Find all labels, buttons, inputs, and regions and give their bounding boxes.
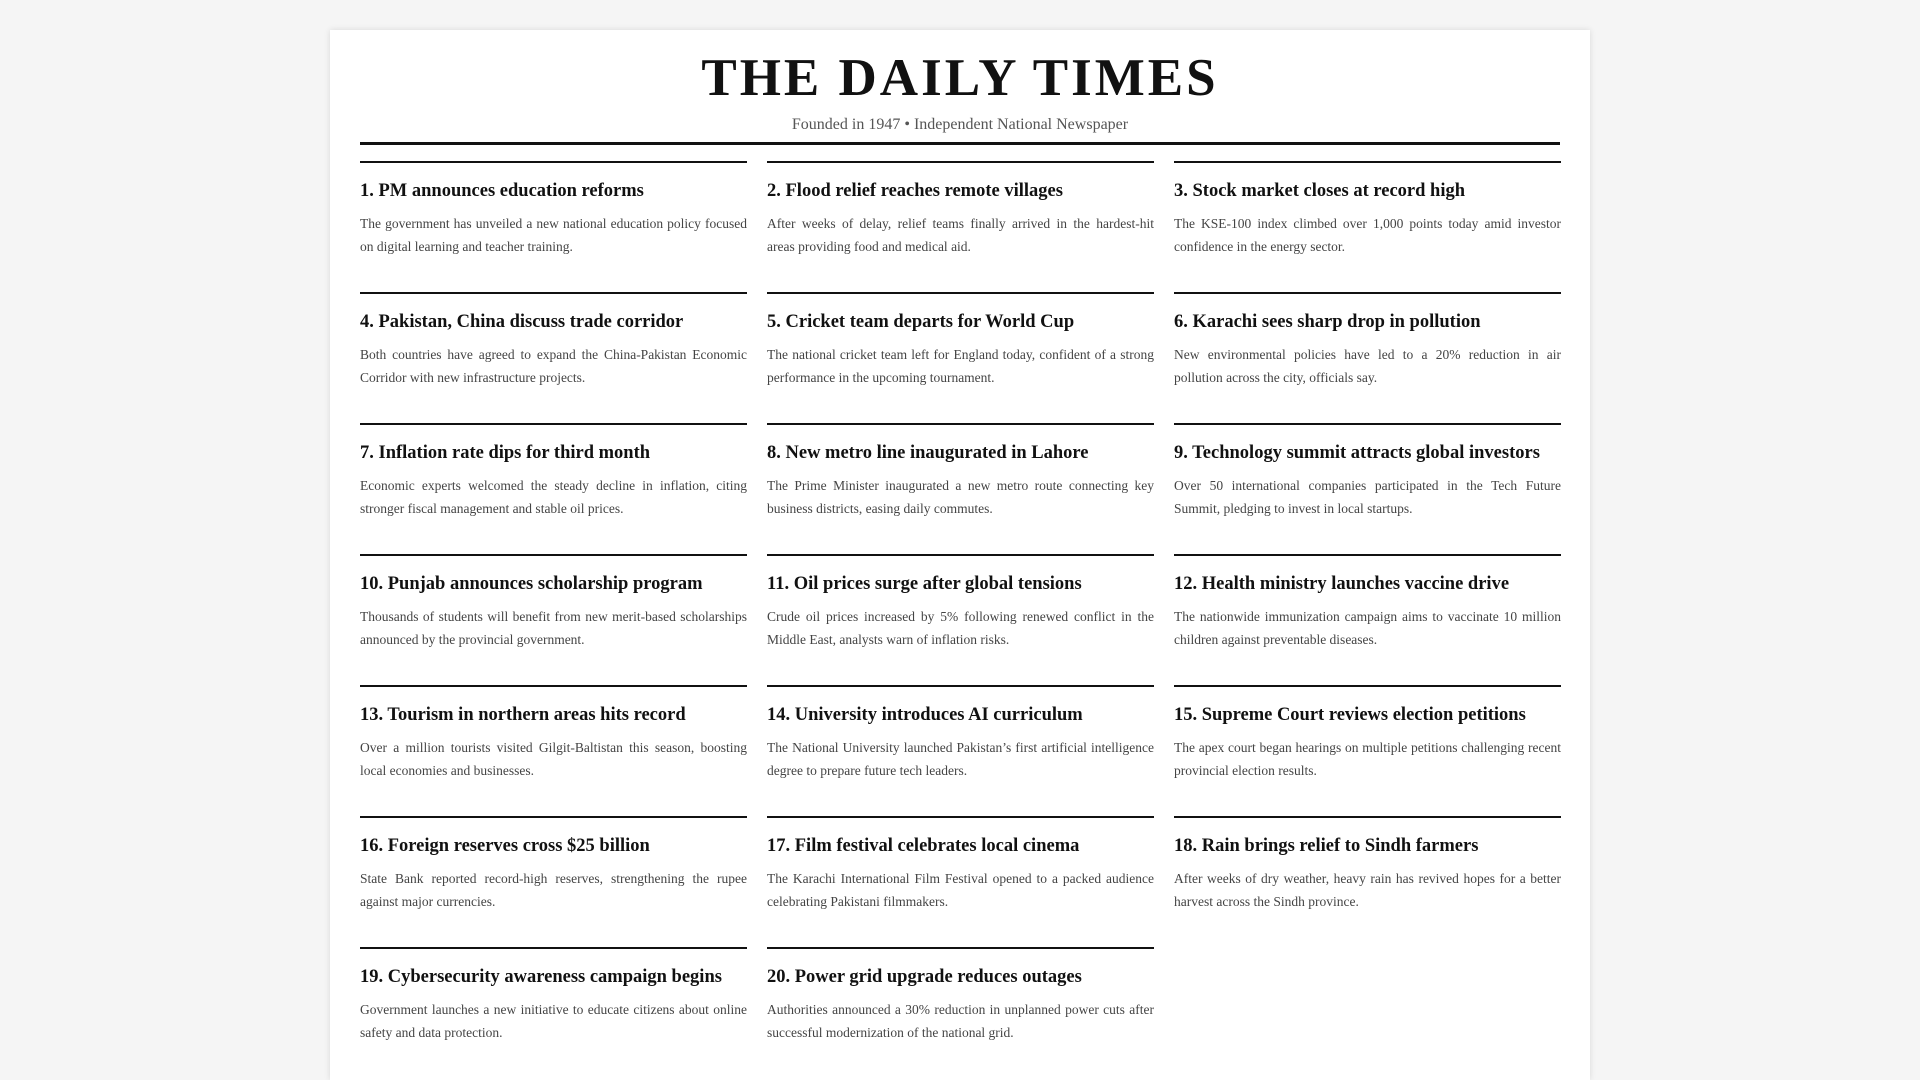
article-12 [1174,554,1561,685]
article-summary: Authorities announced a 30% reduction in unplanned power cuts after successful modernization of the national grid. [767,1002,1154,1040]
article-summary: The government has unveiled a new national education policy focused on digital learning and teacher training. [360,216,747,254]
article-15 [1174,685,1561,816]
article-9 [1174,423,1561,554]
article-5 [767,292,1154,423]
article-summary: The KSE-100 index climbed over 1,000 points today amid investor confidence in the energy sector. [1174,216,1561,254]
article-headline[interactable]: 9. Technology summit attracts global investors [1174,443,1540,463]
article-headline[interactable]: 14. University introduces AI curriculum [767,705,1083,725]
article-headline[interactable]: 3. Stock market closes at record high [1174,181,1465,201]
article-summary: The apex court began hearings on multiple petitions challenging recent provincial election results. [1174,740,1561,778]
article-8 [767,423,1154,554]
article-headline[interactable]: 16. Foreign reserves cross $25 billion [360,836,650,856]
article-20 [767,947,1154,1078]
article-summary: After weeks of delay, relief teams finally arrived in the hardest-hit areas providing food and medical aid. [767,216,1154,254]
article-summary: Economic experts welcomed the steady decline in inflation, citing stronger fiscal management and stable oil prices. [360,478,747,516]
article-headline[interactable]: 18. Rain brings relief to Sindh farmers [1174,836,1479,856]
article-6 [1174,292,1561,423]
article-headline[interactable]: 17. Film festival celebrates local cinema [767,836,1080,856]
newspaper-title: THE DAILY TIMES [701,49,1219,107]
masthead [360,30,1560,145]
article-17 [767,816,1154,947]
article-summary: The nationwide immunization campaign aims to vaccinate 10 million children against preventable diseases. [1174,609,1561,647]
article-summary: The national cricket team left for England today, confident of a strong performance in the upcoming tournament. [767,347,1154,385]
article-headline[interactable]: 1. PM announces education reforms [360,181,644,201]
article-headline[interactable]: 6. Karachi sees sharp drop in pollution [1174,312,1481,332]
article-summary: New environmental policies have led to a 20% reduction in air pollution across the city, officials say. [1174,347,1561,385]
article-3 [1174,161,1561,292]
article-summary: Both countries have agreed to expand the China-Pakistan Economic Corridor with new infrastructure projects. [360,347,747,385]
article-summary: Crude oil prices increased by 5% following renewed conflict in the Middle East, analysts warn of inflation risks. [767,609,1154,647]
article-summary: State Bank reported record-high reserves, strengthening the rupee against major currencies. [360,871,747,909]
article-headline[interactable]: 10. Punjab announces scholarship program [360,574,703,594]
article-headline[interactable]: 11. Oil prices surge after global tensions [767,574,1082,594]
article-headline[interactable]: 7. Inflation rate dips for third month [360,443,651,463]
article-19 [360,947,747,1078]
article-summary: The Karachi International Film Festival opened to a packed audience celebrating Pakistani filmmakers. [767,871,1154,909]
article-summary: Government launches a new initiative to educate citizens about online safety and data protection. [360,1002,747,1040]
article-summary: The National University launched Pakistan’s first artificial intelligence degree to prepare future tech leaders. [767,740,1154,778]
article-headline[interactable]: 2. Flood relief reaches remote villages [767,181,1063,201]
article-headline[interactable]: 20. Power grid upgrade reduces outages [767,967,1082,987]
article-summary: Thousands of students will benefit from new merit-based scholarships announced by the provincial government. [360,609,747,647]
article-13 [360,685,747,816]
article-headline[interactable]: 13. Tourism in northern areas hits record [360,705,686,725]
article-summary: Over 50 international companies participated in the Tech Future Summit, pledging to invest in local startups. [1174,478,1561,516]
article-headline[interactable]: 19. Cybersecurity awareness campaign begins [360,967,722,987]
article-headline[interactable]: 15. Supreme Court reviews election petitions [1174,705,1526,725]
article-7 [360,423,747,554]
article-4 [360,292,747,423]
article-10 [360,554,747,685]
article-11 [767,554,1154,685]
newspaper-tagline: Founded in 1947 • Independent National Newspaper [791,116,1129,133]
article-18 [1174,816,1561,947]
article-14 [767,685,1154,816]
articles-grid [360,161,1560,1078]
article-summary: The Prime Minister inaugurated a new metro route connecting key business districts, easing daily commutes. [767,478,1154,516]
article-summary: Over a million tourists visited Gilgit-Baltistan this season, boosting local economies and businesses. [360,740,747,778]
article-2 [767,161,1154,292]
article-headline[interactable]: 5. Cricket team departs for World Cup [767,312,1075,332]
article-headline[interactable]: 4. Pakistan, China discuss trade corridor [360,312,684,332]
article-headline[interactable]: 8. New metro line inaugurated in Lahore [767,443,1089,463]
article-summary: After weeks of dry weather, heavy rain has revived hopes for a better harvest across the Sindh province. [1174,871,1561,909]
article-headline[interactable]: 12. Health ministry launches vaccine drive [1174,574,1510,594]
article-16 [360,816,747,947]
article-1 [360,161,747,292]
newspaper-page [330,30,1590,1080]
